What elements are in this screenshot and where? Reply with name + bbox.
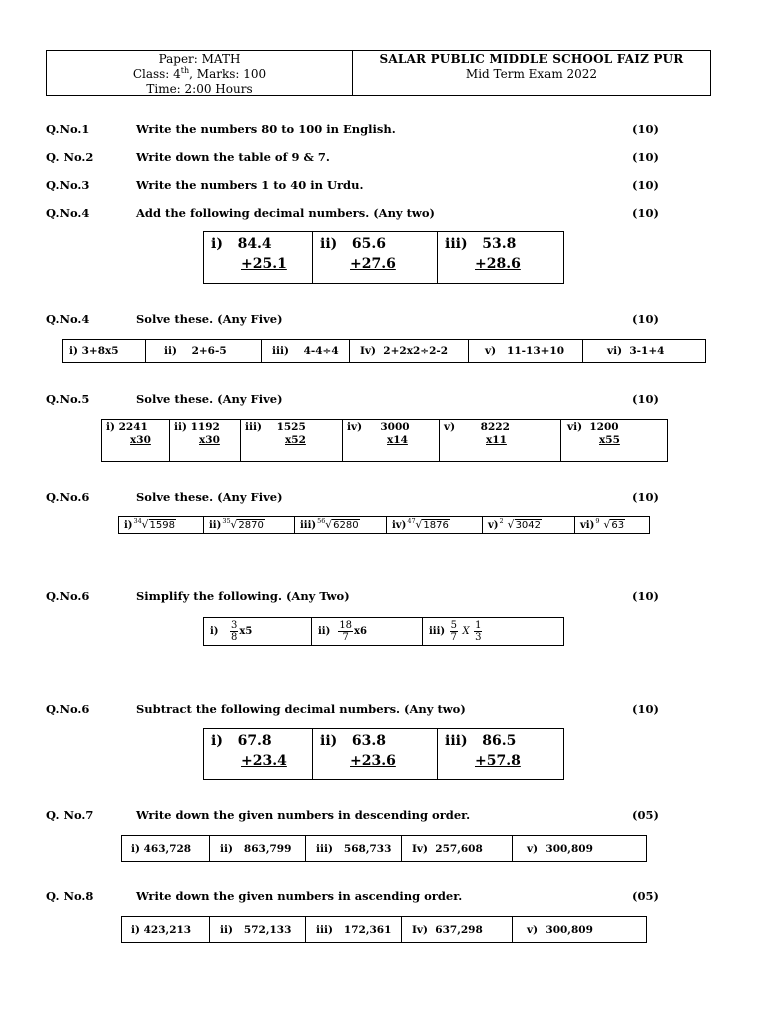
addition-cell: i) 84.4 +25.1 [204, 232, 313, 284]
question-marks: (10) [632, 178, 659, 192]
fraction-cell: i) $\frac{3}{8}$ x5 [204, 618, 312, 646]
question-text: Solve these. (Any Five) [136, 392, 283, 406]
descending-cell: ii) 863,799 [210, 836, 306, 862]
fraction: $\frac{5}{7}$ [450, 620, 457, 643]
question-number: Q.No.3 [46, 178, 90, 192]
descending-cell: i) 463,728 [122, 836, 210, 862]
multiplication-cell: iii) 1525 x52 [241, 420, 343, 462]
solve-ops-table [62, 339, 706, 363]
question-marks: (10) [632, 589, 659, 603]
question-text: Solve these. (Any Five) [136, 312, 283, 326]
question-text: Subtract the following decimal numbers. (Any two) [136, 702, 466, 716]
question-marks: (05) [632, 808, 659, 822]
question-1 [0, 122, 700, 137]
question-2 [0, 150, 700, 165]
question-5 [0, 392, 700, 407]
question-marks: (05) [632, 889, 659, 903]
fraction-cell: iii) $\frac{5}{7}$ X $\frac{1}{3}$ [423, 618, 564, 646]
question-4-solve [0, 312, 700, 327]
question-number: Q.No.6 [46, 490, 90, 504]
solve-ops-cell: vi) 3-1+4 [583, 340, 706, 363]
roots-cell: iii) 56 √6280 [295, 517, 387, 534]
solve-ops-cell: v) 11-13+10 [469, 340, 583, 363]
question-6-subtract [0, 702, 700, 717]
multiplication-cell: vi) 1200 x55 [561, 420, 668, 462]
class-marks: Class: 4th, Marks: 100 [132, 66, 267, 81]
ascending-cell: ii) 572,133 [210, 917, 306, 943]
question-8 [0, 889, 700, 904]
question-text: Write the numbers 1 to 40 in Urdu. [136, 178, 364, 192]
roots-cell: vi) 9 √63 [575, 517, 650, 534]
subtraction-cell: iii) 86.5 +57.8 [438, 729, 564, 780]
roots-table [118, 516, 650, 534]
question-number: Q.No.5 [46, 392, 90, 406]
exam-time: Time: 2:00 Hours [146, 82, 253, 96]
question-6-roots [0, 490, 700, 505]
radical-expression: 47 √1876 [407, 517, 449, 531]
question-7 [0, 808, 700, 823]
question-marks: (10) [632, 312, 659, 326]
fraction: $\frac{18}{7}$ [339, 620, 353, 643]
ascending-cell: i) 423,213 [122, 917, 210, 943]
school-info [353, 51, 710, 96]
fractions-table [203, 617, 564, 646]
exam-title: Mid Term Exam 2022 [465, 67, 598, 81]
exam-header [46, 50, 711, 96]
solve-ops-cell: i) 3+8x5 [63, 340, 146, 363]
question-number: Q. No.7 [46, 808, 94, 822]
fraction-cell: ii) $\frac{18}{7}$ x6 [312, 618, 423, 646]
question-text: Write down the table of 9 & 7. [136, 150, 330, 164]
descending-cell: Iv) 257,608 [402, 836, 513, 862]
paper-info [47, 51, 353, 95]
multiplication-cell: v) 8222 x11 [440, 420, 561, 462]
multiplication-cell: ii) 1192 x30 [170, 420, 241, 462]
solve-ops-cell: ii) 2+6-5 [146, 340, 262, 363]
roots-cell: v) 2 √3042 [483, 517, 575, 534]
question-number: Q.No.6 [46, 589, 90, 603]
question-marks: (10) [632, 702, 659, 716]
descending-table [121, 835, 647, 862]
subtraction-cell: i) 67.8 +23.4 [204, 729, 313, 780]
question-number: Q.No.4 [46, 206, 90, 220]
question-text: Simplify the following. (Any Two) [136, 589, 350, 603]
solve-ops-cell: iii) 4-4÷4 [262, 340, 350, 363]
fraction: $\frac{1}{3}$ [475, 620, 482, 643]
subtraction-cell: ii) 63.8 +23.6 [313, 729, 438, 780]
addition-cell: ii) 65.6 +27.6 [313, 232, 438, 284]
question-number: Q.No.4 [46, 312, 90, 326]
question-text: Write the numbers 80 to 100 in English. [136, 122, 396, 136]
descending-cell: iii) 568,733 [306, 836, 402, 862]
descending-cell: v) 300,809 [513, 836, 647, 862]
addition-cell: iii) 53.8 +28.6 [438, 232, 564, 284]
roots-cell: iv) 47 √1876 [387, 517, 483, 534]
question-marks: (10) [632, 392, 659, 406]
multiplication-table [101, 419, 668, 462]
question-number: Q. No.2 [46, 150, 94, 164]
question-4-addition [0, 206, 700, 221]
question-number: Q.No.1 [46, 122, 90, 136]
radical-expression: 34 √1598 [133, 517, 175, 531]
roots-cell: ii) 35 √2870 [204, 517, 295, 534]
question-text: Write down the given numbers in descending order. [136, 808, 471, 822]
question-number: Q.No.6 [46, 702, 90, 716]
radical-expression: 9 √63 [595, 517, 625, 531]
ascending-table [121, 916, 647, 943]
question-marks: (10) [632, 150, 659, 164]
question-marks: (10) [632, 490, 659, 504]
ascending-cell: iii) 172,361 [306, 917, 402, 943]
radical-expression: 56 √6280 [317, 517, 359, 531]
multiplication-cell: iv) 3000 x14 [343, 420, 440, 462]
fraction: $\frac{3}{8}$ [230, 620, 238, 643]
question-6-simplify [0, 589, 700, 604]
question-text: Solve these. (Any Five) [136, 490, 283, 504]
question-3 [0, 178, 700, 193]
radical-expression: 35 √2870 [222, 517, 264, 531]
question-marks: (10) [632, 206, 659, 220]
paper-subject: Paper: MATH [158, 52, 241, 66]
subtraction-table [203, 728, 564, 780]
school-name: SALAR PUBLIC MIDDLE SCHOOL FAIZ PUR [379, 52, 684, 66]
ascending-cell: Iv) 637,298 [402, 917, 513, 943]
question-marks: (10) [632, 122, 659, 136]
multiplication-cell: i) 2241 x30 [102, 420, 170, 462]
radical-expression: 2 √3042 [499, 517, 542, 531]
addition-table [203, 231, 564, 284]
ascending-cell: v) 300,809 [513, 917, 647, 943]
question-text: Add the following decimal numbers. (Any two) [136, 206, 435, 220]
roots-cell: i) 34 √1598 [119, 517, 204, 534]
question-number: Q. No.8 [46, 889, 94, 903]
question-text: Write down the given numbers in ascending order. [136, 889, 463, 903]
solve-ops-cell: Iv) 2+2x2÷2-2 [350, 340, 469, 363]
